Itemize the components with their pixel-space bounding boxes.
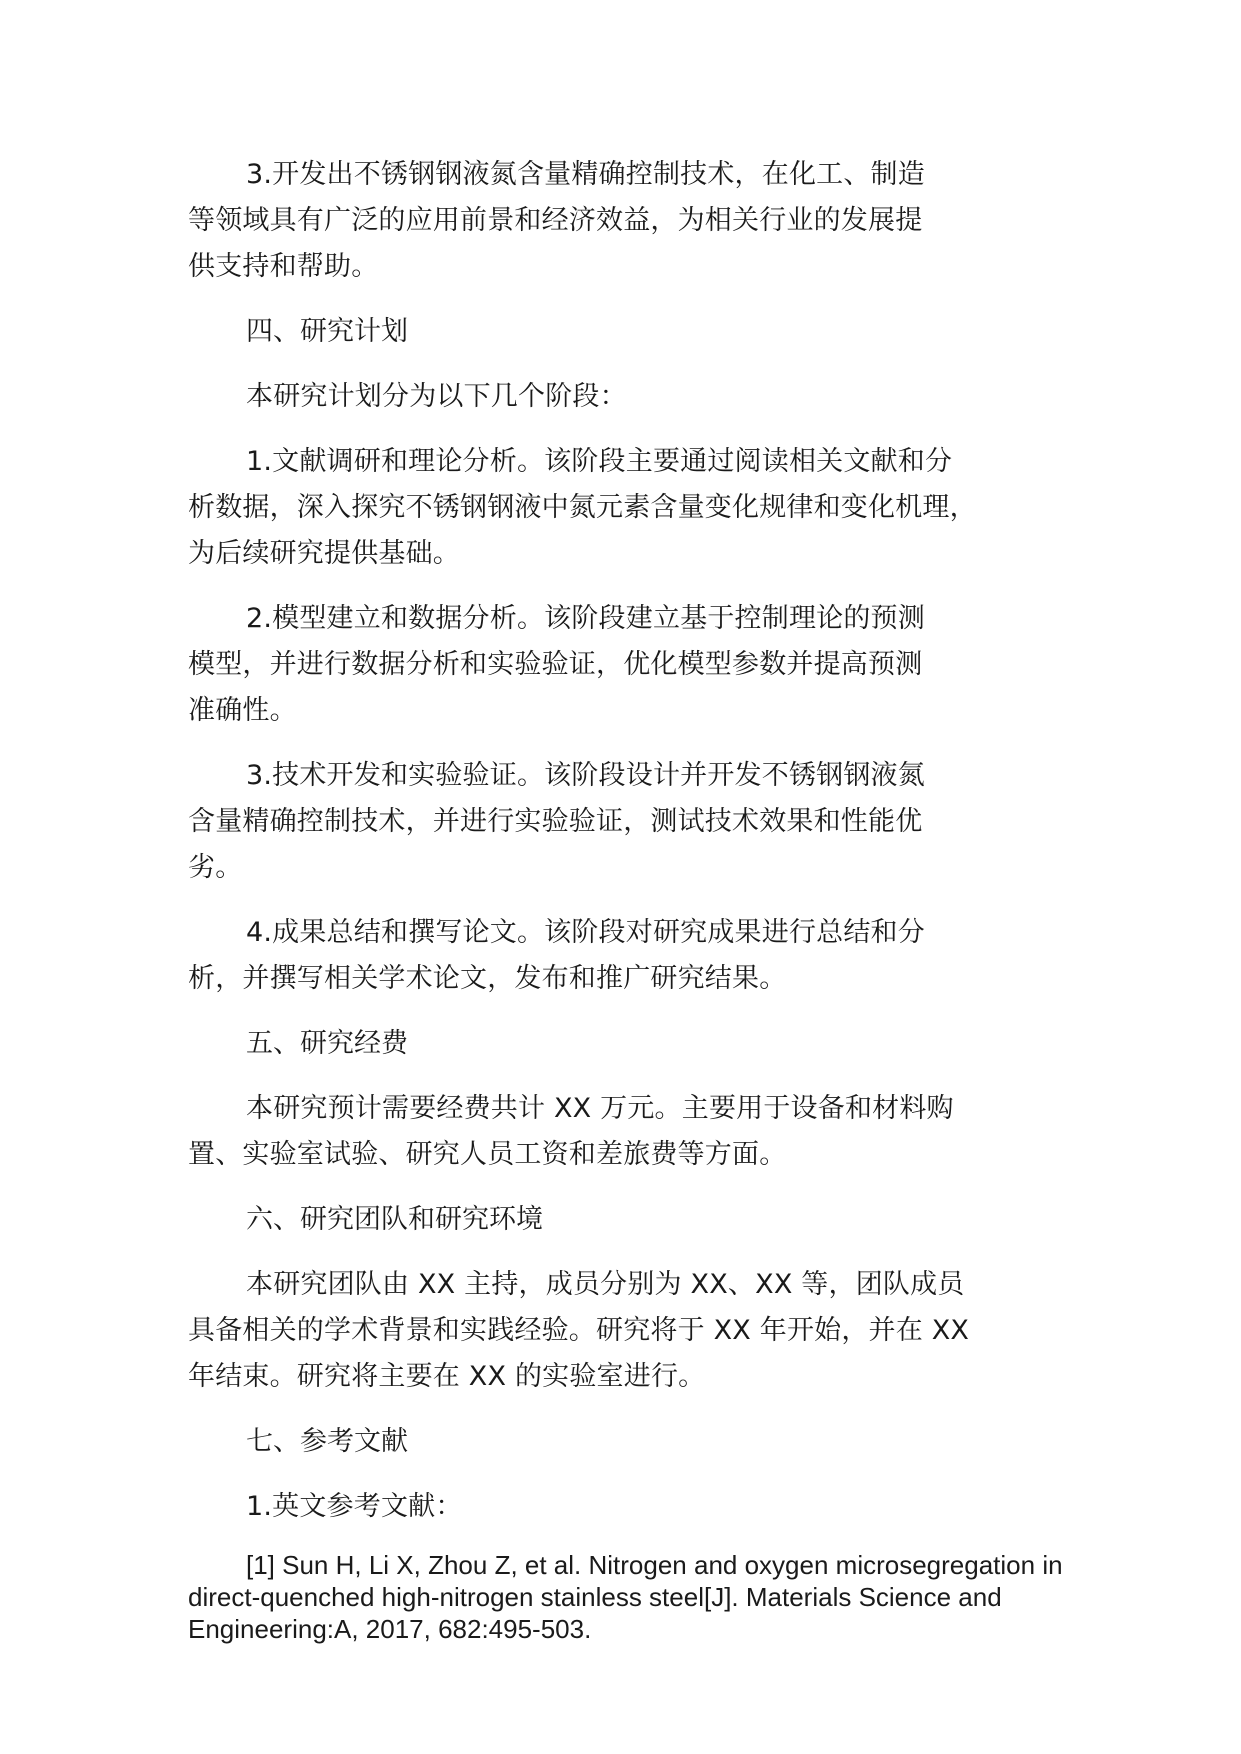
- paragraph-stage-1: 1.文献调研和理论分析。该阶段主要通过阅读相关文献和分析数据，深入探究不锈钢钢液中氮元素含量变化规律和变化机理，为后续研究提供基础。: [188, 446, 977, 569]
- paragraph-plan-intro: 本研究计划分为以下几个阶段：: [246, 381, 627, 412]
- paragraph-english-references-label: 1.英文参考文献：: [246, 1491, 463, 1522]
- paragraph-stage-2: 2.模型建立和数据分析。该阶段建立基于控制理论的预测模型，并进行数据分析和实验验证，优化模型参数并提高预测准确性。: [188, 603, 925, 726]
- section-heading-references: 七、参考文献: [246, 1426, 408, 1457]
- paragraph-stage-4: 4.成果总结和撰写论文。该阶段对研究成果进行总结和分析，并撰写相关学术论文，发布和推广研究结果。: [188, 917, 925, 994]
- paragraph-funding: 本研究预计需要经费共计 XX 万元。主要用于设备和材料购置、实验室试验、研究人员工资和差旅费等方面。: [188, 1093, 954, 1170]
- section-heading-funding: 五、研究经费: [246, 1028, 408, 1059]
- paragraph-team: 本研究团队由 XX 主持，成员分别为 XX、XX 等，团队成员具备相关的学术背景和实践经验。研究将于 XX 年开始，并在 XX 年结束。研究将主要在 XX 的实验室进行。: [188, 1269, 970, 1392]
- document-body: [188, 152, 1088, 1645]
- paragraph-outcome-3: 3.开发出不锈钢钢液氮含量精确控制技术，在化工、制造等领域具有广泛的应用前景和经济效益，为相关行业的发展提供支持和帮助。: [188, 159, 925, 282]
- section-heading-research-plan: 四、研究计划: [246, 316, 408, 347]
- reference-item-1: [1] Sun H, Li X, Zhou Z, et al. Nitrogen and oxygen microsegregation in direct-quenched high-nitrogen stainless steel[J]. Materials Science and Engineering:A, 2017, 682:495-503.: [188, 1550, 1063, 1644]
- section-heading-team: 六、研究团队和研究环境: [246, 1204, 543, 1235]
- paragraph-stage-3: 3.技术开发和实验验证。该阶段设计并开发不锈钢钢液氮含量精确控制技术，并进行实验验证，测试技术效果和性能优劣。: [188, 760, 925, 883]
